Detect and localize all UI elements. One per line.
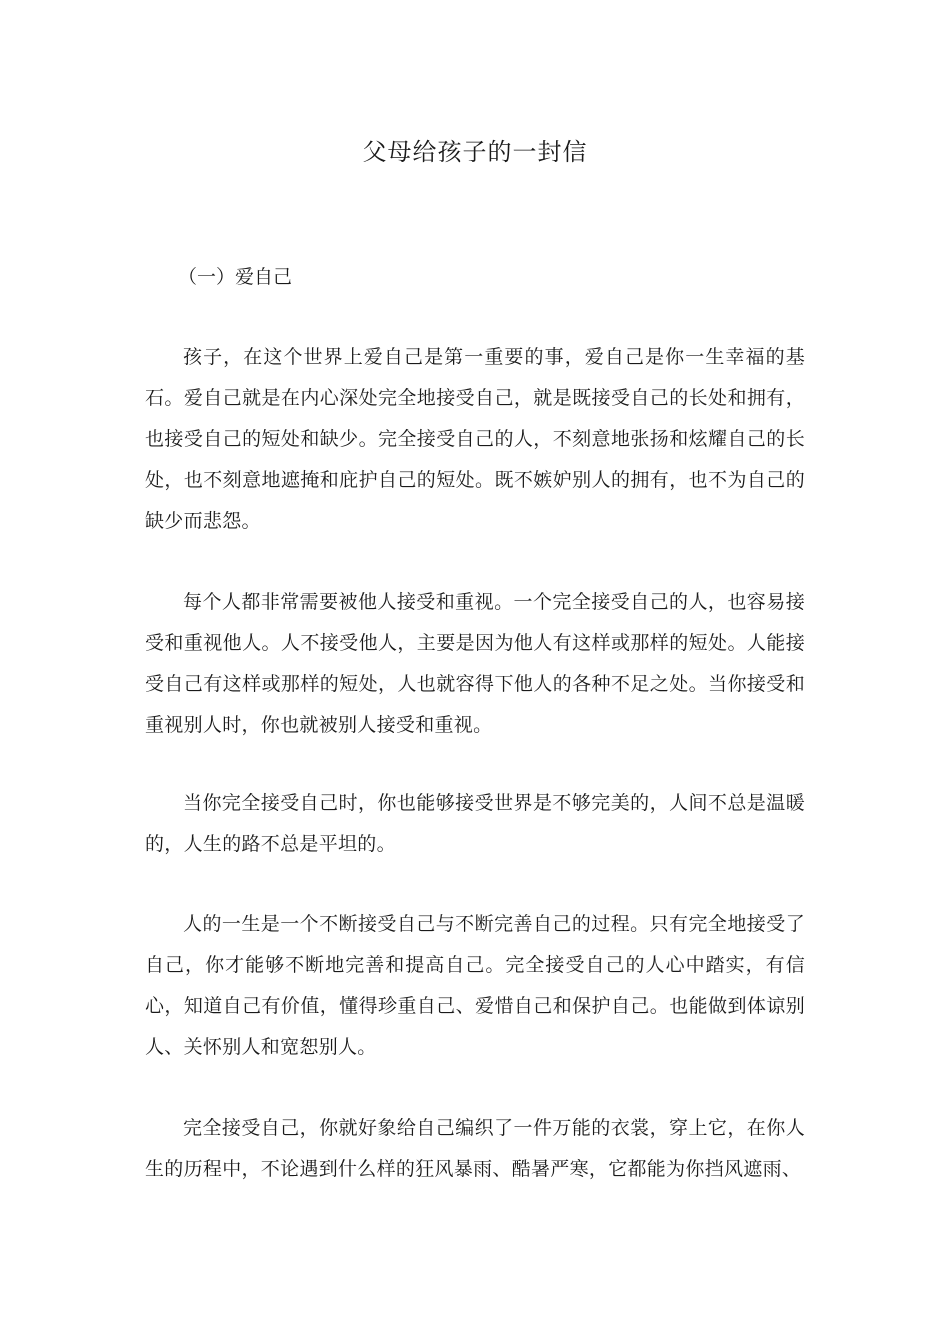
paragraph-text: 完全接受自己，你就好象给自己编织了一件万能的衣裳，穿上它，在你人生的历程中，不论遇到什么样的狂风暴雨、酷暑严寒，它都能为你挡风遮雨、: [145, 1117, 805, 1180]
paragraph-2: [145, 582, 805, 746]
paragraph-text: 当你完全接受自己时，你也能够接受世界是不够完美的，人间不总是温暖的，人生的路不总是平坦的。: [145, 792, 805, 855]
paragraph-text: 人的一生是一个不断接受自己与不断完善自己的过程。只有完全地接受了自己，你才能够不断地完善和提高自己。完全接受自己的人心中踏实，有信心，知道自己有价值，懂得珍重自己、爱惜自己和保护自己。也能做到体谅别人、关怀别人和宽恕别人。: [145, 913, 805, 1058]
paragraph-5: [145, 1108, 805, 1190]
paragraph-text: 每个人都非常需要被他人接受和重视。一个完全接受自己的人，也容易接受和重视他人。人不接受他人，主要是因为他人有这样或那样的短处。人能接受自己有这样或那样的短处，人也就容得下他人的各种不足之处。当你接受和重视别人时，你也就被别人接受和重视。: [145, 591, 805, 736]
paragraph-1: [145, 337, 805, 542]
document-title: 父母给孩子的一封信: [362, 138, 588, 166]
paragraph-text: 孩子，在这个世界上爱自己是第一重要的事，爱自己是你一生幸福的基石。爱自己就是在内心深处完全地接受自己，就是既接受自己的长处和拥有，也接受自己的短处和缺少。完全接受自己的人，不刻意地张扬和炫耀自己的长处，也不刻意地遮掩和庇护自己的短处。既不嫉妒别人的拥有，也不为自己的缺少而悲怨。: [145, 346, 805, 532]
paragraph-3: [145, 783, 805, 865]
paragraph-4: [145, 904, 805, 1068]
section-heading: （一）爱自己: [178, 266, 293, 288]
